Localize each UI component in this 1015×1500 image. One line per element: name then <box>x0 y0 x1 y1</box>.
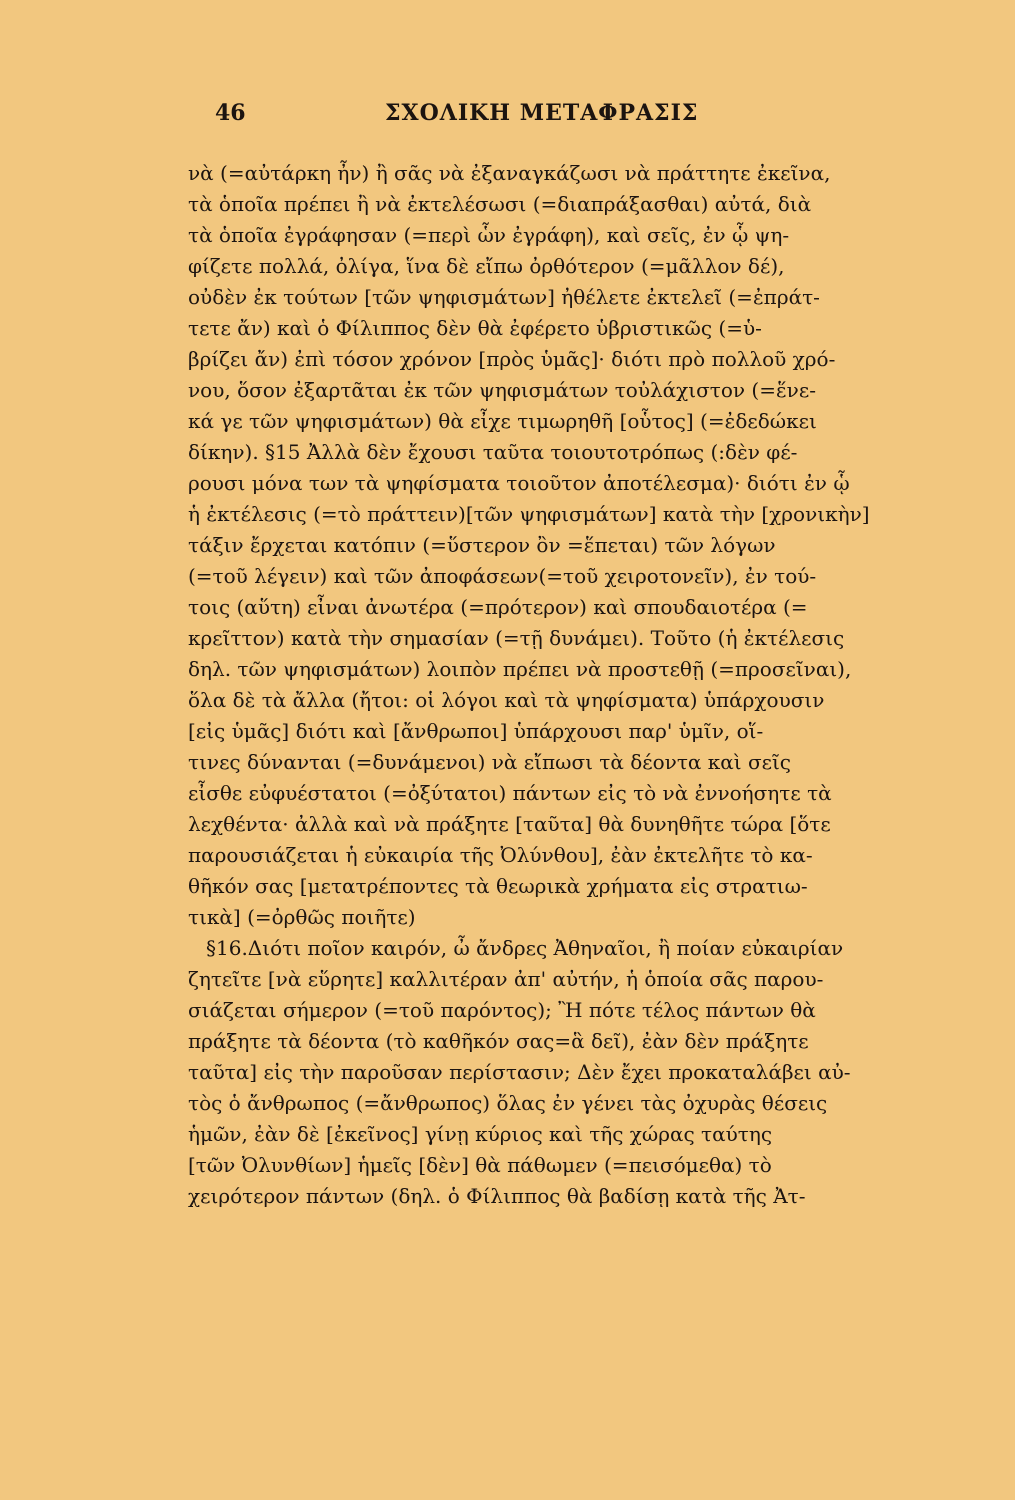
page-number: 46 <box>215 100 246 126</box>
text-line: εἶσθε εὐφυέστατοι (=ὀξύτατοι) πάντων εἰς τὸ νὰ ἐννοήσητε τὰ <box>188 781 832 805</box>
text-line: φίζετε πολλά, ὀλίγα, ἵνα δὲ εἴπω ὀρθότερον (=μᾶλλον δέ), <box>188 254 785 278</box>
text-line: νὰ (=αὐτάρκη ἦν) ἢ σᾶς νὰ ἐξαναγκάζωσι νὰ πράττητε ἐκεῖνα, <box>188 161 831 185</box>
text-line: θῆκόν σας [μετατρέποντες τὰ θεωρικὰ χρήματα εἰς στρατιω- <box>188 874 808 898</box>
text-line: βρίζει ἄν) ἐπὶ τόσον χρόνον [πρὸς ὑμᾶς]· διότι πρὸ πολλοῦ χρό- <box>188 347 836 371</box>
text-line: τοις (αὕτη) εἶναι ἀνωτέρα (=πρότερον) καὶ σπουδαιοτέρα (= <box>188 595 808 619</box>
text-line: κά γε τῶν ψηφισμάτων) θὰ εἶχε τιμωρηθῆ [οὗτος] (=ἐδεδώκει <box>188 409 817 433</box>
text-line: τάξιν ἔρχεται κατόπιν (=ὕστερον ὂν =ἕπεται) τῶν λόγων <box>188 533 776 557</box>
text-line: σιάζεται σήμερον (=τοῦ παρόντος); Ἢ πότε τέλος πάντων θὰ <box>188 998 816 1022</box>
text-line: παρουσιάζεται ἡ εὐκαιρία τῆς Ὀλύνθου], ἐὰν ἐκτελῆτε τὸ κα- <box>188 843 813 867</box>
text-line: τὰ ὁποῖα ἐγράφησαν (=περὶ ὧν ἐγράφη), καὶ σεῖς, ἐν ᾧ ψη- <box>188 223 790 247</box>
text-line: ζητεῖτε [νὰ εὕρητε] καλλιτέραν ἀπ' αὐτήν, ἡ ὁποία σᾶς παρου- <box>188 967 824 991</box>
text-line: τὰ ὁποῖα πρέπει ἢ νὰ ἐκτελέσωσι (=διαπράξασθαι) αὐτά, διὰ <box>188 192 812 216</box>
text-line: τὸς ὁ ἄνθρωπος (=ἄνθρωπος) ὅλας ἐν γένει τὰς ὀχυρὰς θέσεις <box>188 1091 828 1115</box>
text-line: τετε ἄν) καὶ ὁ Φίλιππος δὲν θὰ ἐφέρετο ὑβριστικῶς (=ὑ- <box>188 316 762 340</box>
text-block <box>188 158 928 1212</box>
text-line: νου, ὅσον ἐξαρτᾶται ἐκ τῶν ψηφισμάτων τοὐλάχιστον (=ἕνε- <box>188 378 816 402</box>
text-line: (=τοῦ λέγειν) καὶ τῶν ἀποφάσεων(=τοῦ χειροτονεῖν), ἐν τού- <box>188 564 817 588</box>
text-line: ἡμῶν, ἐὰν δὲ [ἐκεῖνος] γίνῃ κύριος καὶ τῆς χώρας ταύτης <box>188 1122 773 1146</box>
text-line: λεχθέντα· ἀλλὰ καὶ νὰ πράξητε [ταῦτα] θὰ δυνηθῆτε τώρα [ὅτε <box>188 812 831 836</box>
text-line: δηλ. τῶν ψηφισμάτων) λοιπὸν πρέπει νὰ προστεθῇ (=προσεῖναι), <box>188 657 852 681</box>
text-line: [εἰς ὑμᾶς] διότι καὶ [ἄνθρωποι] ὑπάρχουσι παρ' ὑμῖν, οἵ- <box>188 719 764 743</box>
text-line: κρεῖττον) κατὰ τὴν σημασίαν (=τῇ δυνάμει). Τοῦτο (ἡ ἐκτέλεσις <box>188 626 845 650</box>
running-title: ΣΧΟΛΙΚΗ ΜΕΤΑΦΡΑΣΙΣ <box>385 100 699 126</box>
text-line: οὐδὲν ἐκ τούτων [τῶν ψηφισμάτων] ἠθέλετε ἐκτελεῖ (=ἐπράτ- <box>188 285 820 309</box>
text-line: τινες δύνανται (=δυνάμενοι) νὰ εἴπωσι τὰ δέοντα καὶ σεῖς <box>188 750 792 774</box>
paragraph-start-line: §16.Διότι ποῖον καιρόν, ὦ ἄνδρες Ἀθηναῖοι, ἢ ποίαν εὐκαιρίαν <box>206 936 844 960</box>
text-line: χειρότερον πάντων (δηλ. ὁ Φίλιππος θὰ βαδίσῃ κατὰ τῆς Ἀτ- <box>188 1184 806 1208</box>
text-line: ταῦτα] εἰς τὴν παροῦσαν περίστασιν; Δὲν ἔχει προκαταλάβει αὐ- <box>188 1060 851 1084</box>
text-line: ρουσι μόνα των τὰ ψηφίσματα τοιοῦτον ἀποτέλεσμα)· διότι ἐν ᾧ <box>188 471 850 495</box>
text-line: πράξητε τὰ δέοντα (τὸ καθῆκόν σας=ἃ δεῖ), ἐὰν δὲν πράξητε <box>188 1029 809 1053</box>
text-line: [τῶν Ὀλυνθίων] ἡμεῖς [δὲν] θὰ πάθωμεν (=πεισόμεθα) τὸ <box>188 1153 772 1177</box>
text-line: ὅλα δὲ τὰ ἄλλα (ἤτοι: οἱ λόγοι καὶ τὰ ψηφίσματα) ὑπάρχουσιν <box>188 688 825 712</box>
text-line: δίκην). §15 Ἀλλὰ δὲν ἔχουσι ταῦτα τοιουτοτρόπως (:δὲν φέ- <box>188 440 798 464</box>
text-line: ἡ ἐκτέλεσις (=τὸ πράττειν)[τῶν ψηφισμάτων] κατὰ τὴν [χρονικὴν] <box>188 502 870 526</box>
text-line: τικὰ] (=ὀρθῶς ποιῆτε) <box>188 905 416 929</box>
page-header <box>195 96 795 136</box>
